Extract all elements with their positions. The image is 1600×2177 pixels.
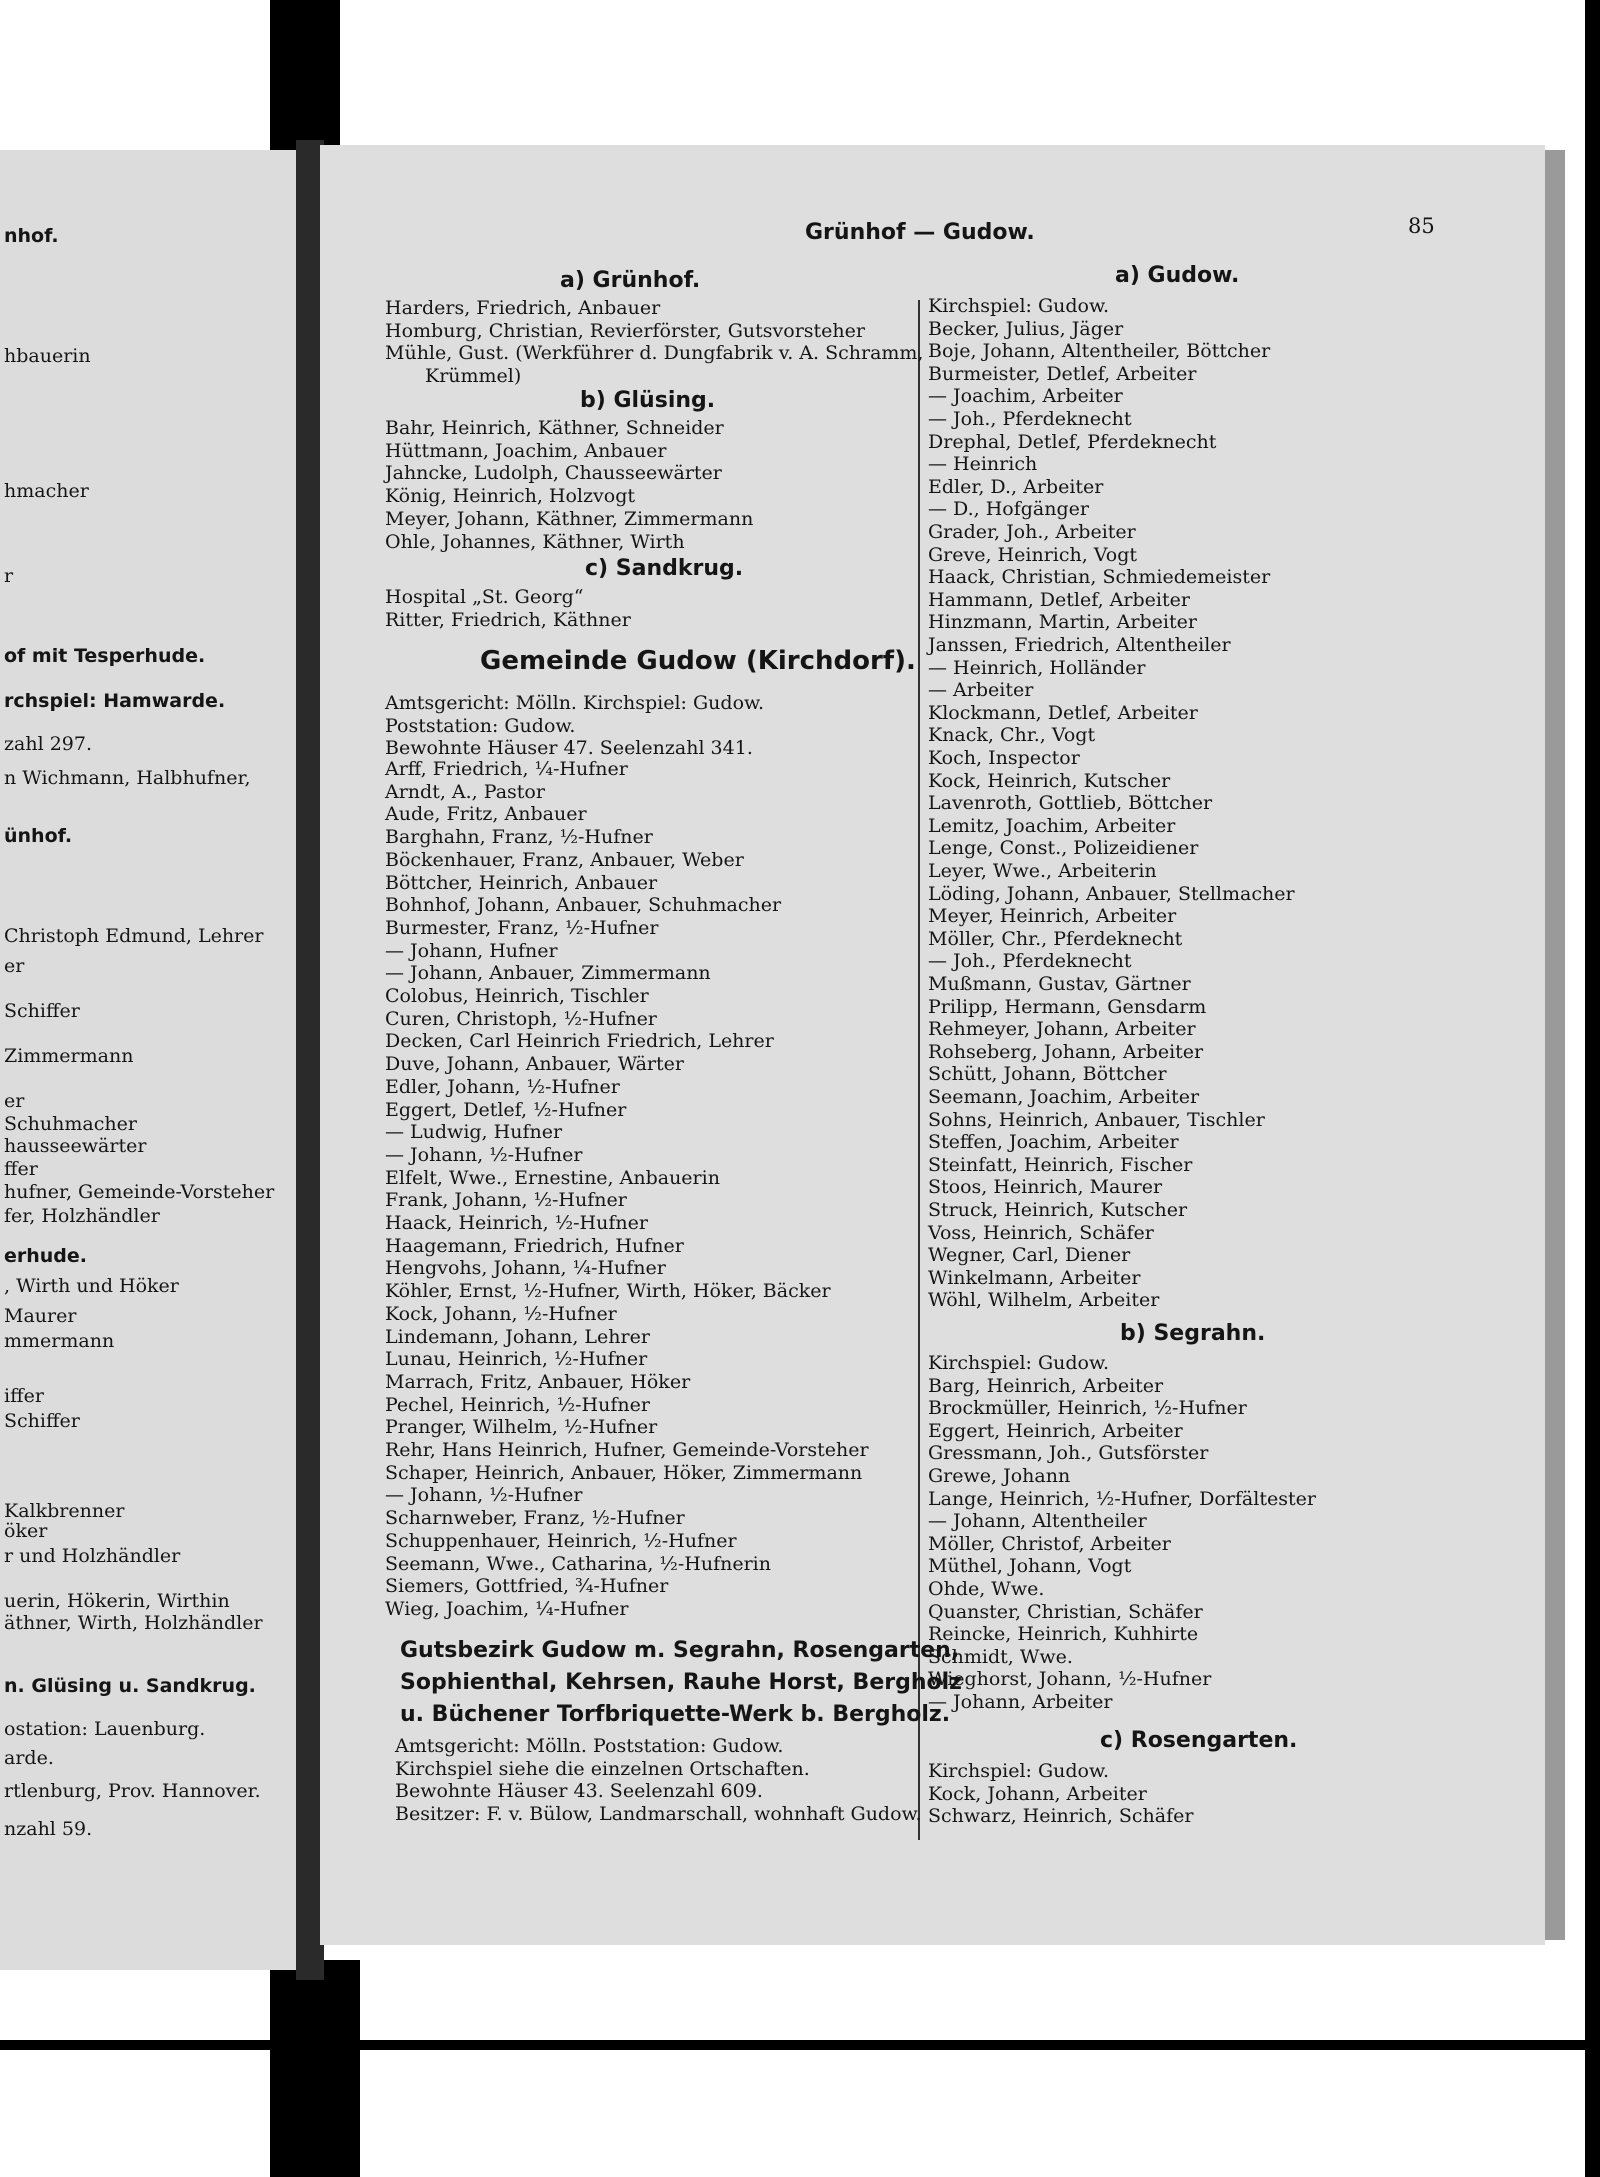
- section-heading-glusing: b) Glüsing.: [580, 388, 716, 413]
- entry-line: Ritter, Friedrich, Käthner: [385, 608, 631, 631]
- entry-line: — Ludwig, Hufner: [385, 1121, 563, 1144]
- entry-line: Hospital „St. Georg“: [385, 586, 584, 608]
- entry-line: Kock, Heinrich, Kutscher: [928, 769, 1171, 792]
- entry-line: — Johann, Arbeiter: [928, 1691, 1113, 1713]
- section-heading-rosengarten: c) Rosengarten.: [1100, 1728, 1298, 1753]
- info-line: Bewohnte Häuser 47. Seelenzahl 341.: [385, 737, 753, 760]
- entry-line: Kirchspiel: Gudow.: [928, 1760, 1110, 1782]
- left-page-line: Schiffer: [4, 1410, 80, 1432]
- left-page-line: zahl 297.: [4, 733, 92, 755]
- entry-line: — Johann, Anbauer, Zimmermann: [385, 962, 711, 985]
- entry-line: Winkelmann, Arbeiter: [928, 1266, 1141, 1289]
- entry-line: Eggert, Heinrich, Arbeiter: [928, 1419, 1183, 1442]
- entry-line: Haack, Heinrich, ½-Hufner: [385, 1212, 648, 1234]
- gutsbezirk-heading-line: Sophienthal, Kehrsen, Rauhe Horst, Bergholz: [400, 1670, 962, 1695]
- entry-line: — Johann, Altentheiler: [928, 1510, 1147, 1533]
- entry-line: Haack, Christian, Schmiedemeister: [928, 566, 1271, 589]
- entry-line: Klockmann, Detlef, Arbeiter: [928, 701, 1198, 724]
- entry-line: Ohle, Johannes, Käthner, Wirth: [385, 530, 685, 553]
- gutsbezirk-heading-line: u. Büchener Torfbriquette-Werk b. Bergholz.: [400, 1702, 951, 1727]
- bottom-left-black-band: [270, 1960, 360, 2177]
- entry-line: Decken, Carl Heinrich Friedrich, Lehrer: [385, 1030, 774, 1053]
- entry-line: Mühle, Gust. (Werkführer d. Dungfabrik v. A. Schramm,: [385, 342, 924, 365]
- entry-line: — Arbeiter: [928, 679, 1034, 702]
- info-line: Amtsgericht: Mölln. Poststation: Gudow.: [395, 1735, 784, 1757]
- entry-line: Elfelt, Wwe., Ernestine, Anbauerin: [385, 1166, 720, 1189]
- section-heading-segrahn: b) Segrahn.: [1120, 1321, 1266, 1346]
- entry-line: Meyer, Heinrich, Arbeiter: [928, 905, 1177, 928]
- entry-line: Seemann, Wwe., Catharina, ½-Hufnerin: [385, 1552, 771, 1575]
- entry-line: Kirchspiel: Gudow.: [928, 295, 1110, 317]
- entry-line: Krümmel): [425, 365, 522, 388]
- entry-line: Barg, Heinrich, Arbeiter: [928, 1374, 1164, 1397]
- entry-line: Arndt, A., Pastor: [385, 780, 545, 803]
- page-header-title: Grünhof — Gudow.: [805, 220, 1035, 245]
- entry-line: Curen, Christoph, ½-Hufner: [385, 1007, 657, 1030]
- left-page-line: Schuhmacher: [4, 1113, 137, 1135]
- entry-line: Wegner, Carl, Diener: [928, 1244, 1131, 1267]
- entry-line: Quanster, Christian, Schäfer: [928, 1600, 1203, 1623]
- top-left-black-band: [270, 0, 340, 150]
- entry-line: Köhler, Ernst, ½-Hufner, Wirth, Höker, Bäcker: [385, 1280, 831, 1303]
- entry-line: Mußmann, Gustav, Gärtner: [928, 973, 1191, 995]
- entry-line: — Johann, ½-Hufner: [385, 1484, 583, 1507]
- entry-line: Greve, Heinrich, Vogt: [928, 543, 1138, 566]
- left-page-line: uerin, Hökerin, Wirthin: [4, 1590, 230, 1612]
- info-line: Poststation: Gudow.: [385, 714, 576, 737]
- entry-line: Grader, Joh., Arbeiter: [928, 521, 1136, 543]
- entry-line: Leyer, Wwe., Arbeiterin: [928, 860, 1157, 882]
- left-page-line: er: [4, 955, 25, 977]
- entry-line: Edler, D., Arbeiter: [928, 475, 1104, 498]
- left-page-line: n Wichmann, Halbhufner,: [4, 767, 251, 789]
- entry-line: Sohns, Heinrich, Anbauer, Tischler: [928, 1108, 1265, 1131]
- entry-line: Prilipp, Hermann, Gensdarm: [928, 995, 1207, 1018]
- entry-line: Harders, Friedrich, Anbauer: [385, 297, 661, 319]
- entry-line: Burmester, Franz, ½-Hufner: [385, 916, 659, 939]
- left-page-line: ünhof.: [4, 825, 73, 847]
- left-page-line: Zimmermann: [4, 1045, 134, 1067]
- entry-line: Steffen, Joachim, Arbeiter: [928, 1131, 1179, 1154]
- section-heading-grunhof: a) Grünhof.: [560, 268, 701, 293]
- column-rule: [918, 300, 920, 1840]
- entry-line: Lenge, Const., Polizeidiener: [928, 837, 1199, 860]
- info-line: Kirchspiel siehe die einzelnen Ortschaften.: [395, 1757, 810, 1780]
- left-page-line: äthner, Wirth, Holzhändler: [4, 1612, 263, 1634]
- entry-line: Schmidt, Wwe.: [928, 1645, 1073, 1668]
- bottom-black-band: [0, 2040, 1600, 2050]
- entry-line: Koch, Inspector: [928, 747, 1080, 769]
- entry-line: Schuppenhauer, Heinrich, ½-Hufner: [385, 1529, 737, 1552]
- entry-line: Knack, Chr., Vogt: [928, 724, 1096, 747]
- left-page-line: hufner, Gemeinde-Vorsteher: [4, 1181, 275, 1203]
- left-page-line: rchspiel: Hamwarde.: [4, 690, 226, 712]
- left-page-line: Schiffer: [4, 1000, 80, 1022]
- left-page-line: nzahl 59.: [4, 1818, 93, 1840]
- entry-line: Rehr, Hans Heinrich, Hufner, Gemeinde-Vorsteher: [385, 1439, 869, 1461]
- entry-line: Duve, Johann, Anbauer, Wärter: [385, 1053, 684, 1076]
- entry-line: Möller, Chr., Pferdeknecht: [928, 927, 1183, 950]
- entry-line: — Joachim, Arbeiter: [928, 385, 1123, 408]
- entry-line: Pechel, Heinrich, ½-Hufner: [385, 1393, 650, 1416]
- entry-line: Schwarz, Heinrich, Schäfer: [928, 1805, 1194, 1828]
- entry-line: Schütt, Johann, Böttcher: [928, 1063, 1167, 1086]
- left-page-line: ostation: Lauenburg.: [4, 1718, 206, 1740]
- entry-line: Meyer, Johann, Käthner, Zimmermann: [385, 507, 754, 530]
- entry-line: Kock, Johann, ½-Hufner: [385, 1302, 617, 1325]
- entry-line: Möller, Christof, Arbeiter: [928, 1532, 1171, 1555]
- entry-line: Hammann, Detlef, Arbeiter: [928, 588, 1190, 611]
- left-page-line: fer, Holzhändler: [4, 1205, 160, 1227]
- left-page-line: arde.: [4, 1747, 54, 1769]
- entry-line: — Johann, ½-Hufner: [385, 1143, 583, 1166]
- entry-line: Wieg, Joachim, ¼-Hufner: [385, 1597, 629, 1620]
- entry-line: Böttcher, Heinrich, Anbauer: [385, 871, 658, 894]
- entry-line: — Heinrich: [928, 453, 1038, 476]
- info-line: Besitzer: F. v. Bülow, Landmarschall, wohnhaft Gudow.: [395, 1803, 922, 1826]
- entry-line: Lavenroth, Gottlieb, Böttcher: [928, 792, 1213, 815]
- entry-line: Struck, Heinrich, Kutscher: [928, 1199, 1188, 1221]
- left-page-line: r und Holzhändler: [4, 1545, 181, 1567]
- entry-line: Brockmüller, Heinrich, ½-Hufner: [928, 1397, 1247, 1420]
- entry-line: Müthel, Johann, Vogt: [928, 1555, 1132, 1578]
- entry-line: Ohde, Wwe.: [928, 1578, 1045, 1600]
- entry-line: Grewe, Johann: [928, 1465, 1071, 1487]
- entry-line: Bahr, Heinrich, Käthner, Schneider: [385, 417, 724, 439]
- entry-line: Rohseberg, Johann, Arbeiter: [928, 1040, 1204, 1063]
- left-page-line: hmacher: [4, 480, 89, 502]
- entry-line: Kock, Johann, Arbeiter: [928, 1782, 1147, 1805]
- entry-line: Schaper, Heinrich, Anbauer, Höker, Zimmermann: [385, 1461, 863, 1484]
- entry-line: Frank, Johann, ½-Hufner: [385, 1189, 627, 1212]
- left-page-line: hbauerin: [4, 345, 91, 367]
- gutsbezirk-heading-line: Gutsbezirk Gudow m. Segrahn, Rosengarten,: [400, 1638, 960, 1663]
- entry-line: Homburg, Christian, Revierförster, Gutsvorsteher: [385, 319, 865, 342]
- entry-line: Lindemann, Johann, Lehrer: [385, 1325, 650, 1348]
- info-line: Amtsgericht: Mölln. Kirchspiel: Gudow.: [385, 692, 765, 714]
- left-page-line: nhof.: [4, 225, 59, 247]
- section-heading-sandkrug: c) Sandkrug.: [585, 556, 744, 581]
- entry-line: Scharnweber, Franz, ½-Hufner: [385, 1507, 685, 1530]
- entry-line: Wieghorst, Johann, ½-Hufner: [928, 1668, 1212, 1691]
- entry-line: Becker, Julius, Jäger: [928, 317, 1124, 340]
- left-page-line: n. Glüsing u. Sandkrug.: [4, 1675, 256, 1697]
- entry-line: — Joh., Pferdeknecht: [928, 408, 1132, 430]
- left-page-line: ffer: [4, 1158, 38, 1180]
- right-black-band: [1585, 0, 1600, 2177]
- entry-line: Aude, Fritz, Anbauer: [385, 803, 587, 826]
- entry-line: Reincke, Heinrich, Kuhhirte: [928, 1623, 1199, 1646]
- entry-line: Arff, Friedrich, ¼-Hufner: [385, 758, 628, 780]
- entry-line: Steinfatt, Heinrich, Fischer: [928, 1153, 1193, 1176]
- entry-line: Löding, Johann, Anbauer, Stellmacher: [928, 882, 1295, 905]
- entry-line: Eggert, Detlef, ½-Hufner: [385, 1098, 627, 1121]
- entry-line: — D., Hofgänger: [928, 498, 1089, 521]
- entry-line: Marrach, Fritz, Anbauer, Höker: [385, 1370, 691, 1393]
- entry-line: Lange, Heinrich, ½-Hufner, Dorfältester: [928, 1487, 1316, 1510]
- entry-line: Haagemann, Friedrich, Hufner: [385, 1234, 684, 1257]
- entry-line: König, Heinrich, Holzvogt: [385, 485, 635, 508]
- entry-line: Wöhl, Wilhelm, Arbeiter: [928, 1289, 1160, 1312]
- page-number: 85: [1408, 214, 1435, 238]
- entry-line: Siemers, Gottfried, ¾-Hufner: [385, 1575, 669, 1598]
- entry-line: Rehmeyer, Johann, Arbeiter: [928, 1018, 1196, 1041]
- entry-line: Jahncke, Ludolph, Chausseewärter: [385, 462, 722, 485]
- entry-line: Hengvohs, Johann, ¼-Hufner: [385, 1257, 666, 1280]
- entry-line: Janssen, Friedrich, Altentheiler: [928, 634, 1231, 656]
- left-page-line: erhude.: [4, 1245, 88, 1267]
- entry-line: Boje, Johann, Altentheiler, Böttcher: [928, 340, 1271, 363]
- section-heading-gudow: a) Gudow.: [1115, 263, 1240, 288]
- entry-line: Bohnhof, Johann, Anbauer, Schuhmacher: [385, 894, 782, 917]
- entry-line: Burmeister, Detlef, Arbeiter: [928, 362, 1197, 385]
- entry-line: — Heinrich, Holländer: [928, 656, 1146, 679]
- entry-line: Hüttmann, Joachim, Anbauer: [385, 439, 667, 462]
- entry-line: — Johann, Hufner: [385, 939, 558, 962]
- left-page-line: of mit Tesperhude.: [4, 645, 206, 667]
- entry-line: Stoos, Heinrich, Maurer: [928, 1176, 1163, 1199]
- entry-line: Lunau, Heinrich, ½-Hufner: [385, 1348, 648, 1371]
- entry-line: Drephal, Detlef, Pferdeknecht: [928, 430, 1217, 453]
- left-page-line: r: [4, 565, 14, 587]
- entry-line: Voss, Heinrich, Schäfer: [928, 1221, 1154, 1244]
- section-heading-gemeinde-gudow: Gemeinde Gudow (Kirchdorf).: [480, 646, 916, 676]
- entry-line: Kirchspiel: Gudow.: [928, 1352, 1110, 1374]
- left-page-line: mmermann: [4, 1330, 115, 1352]
- entry-line: Böckenhauer, Franz, Anbauer, Weber: [385, 848, 744, 871]
- entry-line: Hinzmann, Martin, Arbeiter: [928, 611, 1197, 634]
- entry-line: Barghahn, Franz, ½-Hufner: [385, 826, 653, 849]
- page-edge-shadow: [1545, 150, 1565, 1940]
- info-line: Bewohnte Häuser 43. Seelenzahl 609.: [395, 1780, 763, 1803]
- left-page-line: , Wirth und Höker: [4, 1275, 179, 1297]
- entry-line: Seemann, Joachim, Arbeiter: [928, 1086, 1200, 1108]
- entry-line: Colobus, Heinrich, Tischler: [385, 985, 649, 1007]
- left-page-line: rtlenburg, Prov. Hannover.: [4, 1780, 261, 1802]
- entry-line: Edler, Johann, ½-Hufner: [385, 1075, 620, 1098]
- left-page-line: iffer: [4, 1385, 44, 1407]
- entry-line: Gressmann, Joh., Gutsförster: [928, 1442, 1209, 1465]
- entry-line: Lemitz, Joachim, Arbeiter: [928, 814, 1176, 837]
- left-page-line: Christoph Edmund, Lehrer: [4, 925, 264, 947]
- left-page-line: Maurer: [4, 1305, 77, 1327]
- left-page-line: hausseewärter: [4, 1135, 147, 1157]
- left-page-line: er: [4, 1090, 25, 1112]
- entry-line: — Joh., Pferdeknecht: [928, 950, 1132, 973]
- left-page-line: öker: [4, 1520, 48, 1542]
- left-page-line: Kalkbrenner: [4, 1500, 125, 1522]
- entry-line: Pranger, Wilhelm, ½-Hufner: [385, 1416, 658, 1439]
